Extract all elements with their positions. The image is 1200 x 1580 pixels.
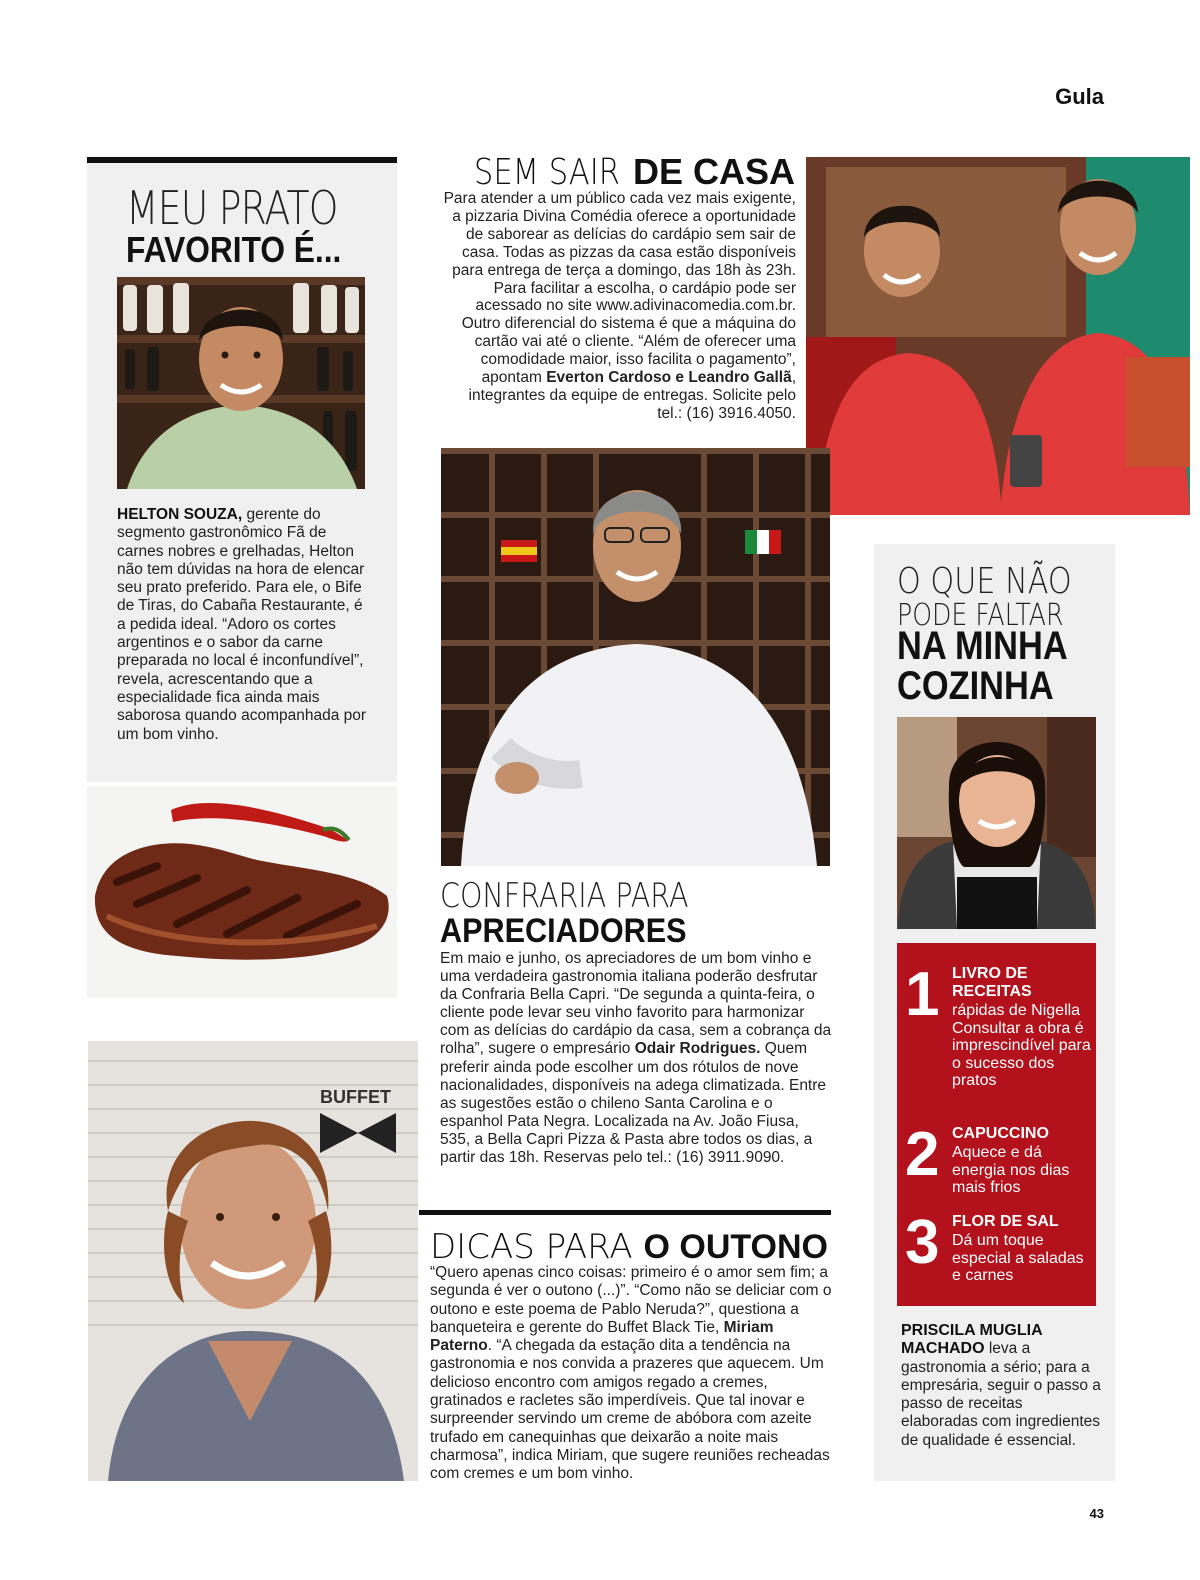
tip-heading: FLOR DE SAL (952, 1213, 1059, 1230)
casa-title (440, 152, 795, 193)
confraria-title-light: CONFRARIA PARA (440, 876, 689, 916)
priscila-body-text: leva a gastronomia a sério; para a empresária, seguir o passo a passo de receitas elaboradas com ingredientes de qualidade é essencial. (901, 1340, 1101, 1449)
section-label: Gula (1055, 84, 1104, 109)
tip-description: Aquece e dá energia nos dias mais frios (952, 1144, 1070, 1197)
outono-body-before: “Quero apenas cinco coisas: primeiro é o amor sem fim; a segunda é ver o outono (...)”. “Como não se deliciar com o outono e este poema de Pablo Neruda?”, questiona a banqueteira e gerente do Buffet Black Tie, (430, 1264, 832, 1336)
favorite-title-bold: FAVORITO É... (126, 229, 342, 270)
confraria-body-before: Em maio e junho, os apreciadores de um bom vinho e uma verdadeira gastronomia italiana poderão desfrutar da Confraria Bella Capri. “De segunda a quinta-feira, o cliente pode levar seu vinho favorito para harmonizar com as delícias do cardápio da casa, sem a cobrança da rolha”, sugere o empresário (440, 950, 832, 1058)
delivery-team-photo (806, 157, 1190, 515)
casa-body-names: Everton Cardoso e Leandro Gallã (546, 369, 792, 387)
odair-rodrigues-photo (441, 448, 830, 866)
cozinha-title-light-2: PODE FALTAR (897, 598, 1064, 633)
favorite-title-light: MEU PRATO (126, 181, 338, 235)
outono-title-bold: O OUTONO (643, 1228, 828, 1266)
confraria-body-after: Quem preferir ainda pode escolher um dos rótulos de nove nacionalidades, disponíveis na adega climatizada. Entre as sugestões estão o chileno Santa Carolina e o espanhol Pata Negra. Localizada na Av. João Fiusa, 535, a Bella Capri Pizza & Pasta abre todos os dias, a partir das 18h. Reservas pelo tel.: (16) 3911.9090. (440, 1040, 827, 1167)
outono-body-name: Miriam Paterno (430, 1318, 774, 1355)
tip-number: 3 (905, 1208, 940, 1277)
outono-rule (419, 1210, 831, 1215)
confraria-body-name: Odair Rodrigues. (634, 1040, 761, 1058)
casa-title-light: SEM SAIR (473, 152, 621, 193)
tip-heading: LIVRO DE RECEITAS (952, 965, 1032, 1000)
buffet-sign-text: BUFFET (320, 1087, 391, 1107)
casa-title-bold: DE CASA (632, 151, 795, 192)
tips-list (897, 943, 1096, 1306)
favorite-body (117, 506, 367, 744)
priscila-name: PRISCILA MUGLIA MACHADO (901, 1322, 1043, 1358)
outono-body-after: . “A chegada da estação dita a tendência na gastronomia e nos convida a prazeres que aquecem. Um delicioso encontro com amigos regado a cremes, gratinados e racletes são imperdíveis. Que tal inovar e surpreender servindo um creme de abóbora com azeite trufado em canequinhas que deixarão a noite mais charmosa”, indica Miriam, que sugere reuniões recheadas com cremes e um bom vinho. (430, 1337, 830, 1483)
cozinha-title-bold: NA MINHA COZINHA (897, 624, 1067, 708)
tip-description: Dá um toque especial a saladas e carnes (952, 1232, 1084, 1285)
helton-role: gerente do segmento gastronômico (117, 506, 321, 542)
outono-title-light: DICAS PARA (430, 1227, 644, 1267)
tip-description: rápidas de Nigella Consultar a obra é imprescindível para o sucesso dos pratos (952, 1002, 1091, 1090)
casa-body-before: Para atender a um público cada vez mais exigente, a pizzaria Divina Comédia oferece a oportunidade de saborear as delícias do cardápio sem sair de casa. Todas as pizzas da casa estão disponíveis para entrega de terça a domingo, das 18h às 23h. Para facilitar a escolha, o cardápio pode ser acessado no site www.adivinacomedia.com.br. Outro diferencial do sistema é que a máquina do cartão vai até o cliente. “Além de oferecer uma comodidade maior, isso facilita o pagamento”, apontam (443, 190, 796, 387)
outono-title (430, 1228, 828, 1266)
tip-heading: CAPUCCINO (952, 1125, 1049, 1142)
confraria-title-bold: APRECIADORES (440, 912, 687, 950)
steak-photo (87, 786, 397, 998)
page-number: 43 (1089, 1506, 1104, 1521)
casa-body-after: , integrantes da equipe de entregas. Solicite pelo tel.: (16) 3916.4050. (468, 369, 796, 422)
tip-number: 1 (905, 960, 940, 1029)
priscila-body (901, 1322, 1101, 1450)
outono-body (430, 1264, 832, 1484)
cozinha-title-light-1: O QUE NÃO (897, 561, 1072, 602)
helton-name: HELTON SOUZA, (117, 506, 243, 523)
priscila-machado-photo (897, 717, 1096, 929)
tip-number: 2 (905, 1120, 940, 1189)
favorite-body-text: Fã de carnes nobres e grelhadas, Helton não tem dúvidas na hora de elencar seu prato preferido. Para ele, o Bife de Tiras, do Cabaña Restaurante, é a pedida ideal. “Adoro os cortes argentinos e o sabor da carne preparada no local é inconfundível”, revela, acrescentando que a especialidade fica ainda mais saborosa quando acompanhada por um bom vinho. (117, 524, 367, 743)
confraria-body (440, 950, 832, 1167)
helton-souza-photo (117, 277, 365, 489)
casa-body (440, 190, 796, 423)
miriam-paterno-photo (88, 1041, 418, 1481)
